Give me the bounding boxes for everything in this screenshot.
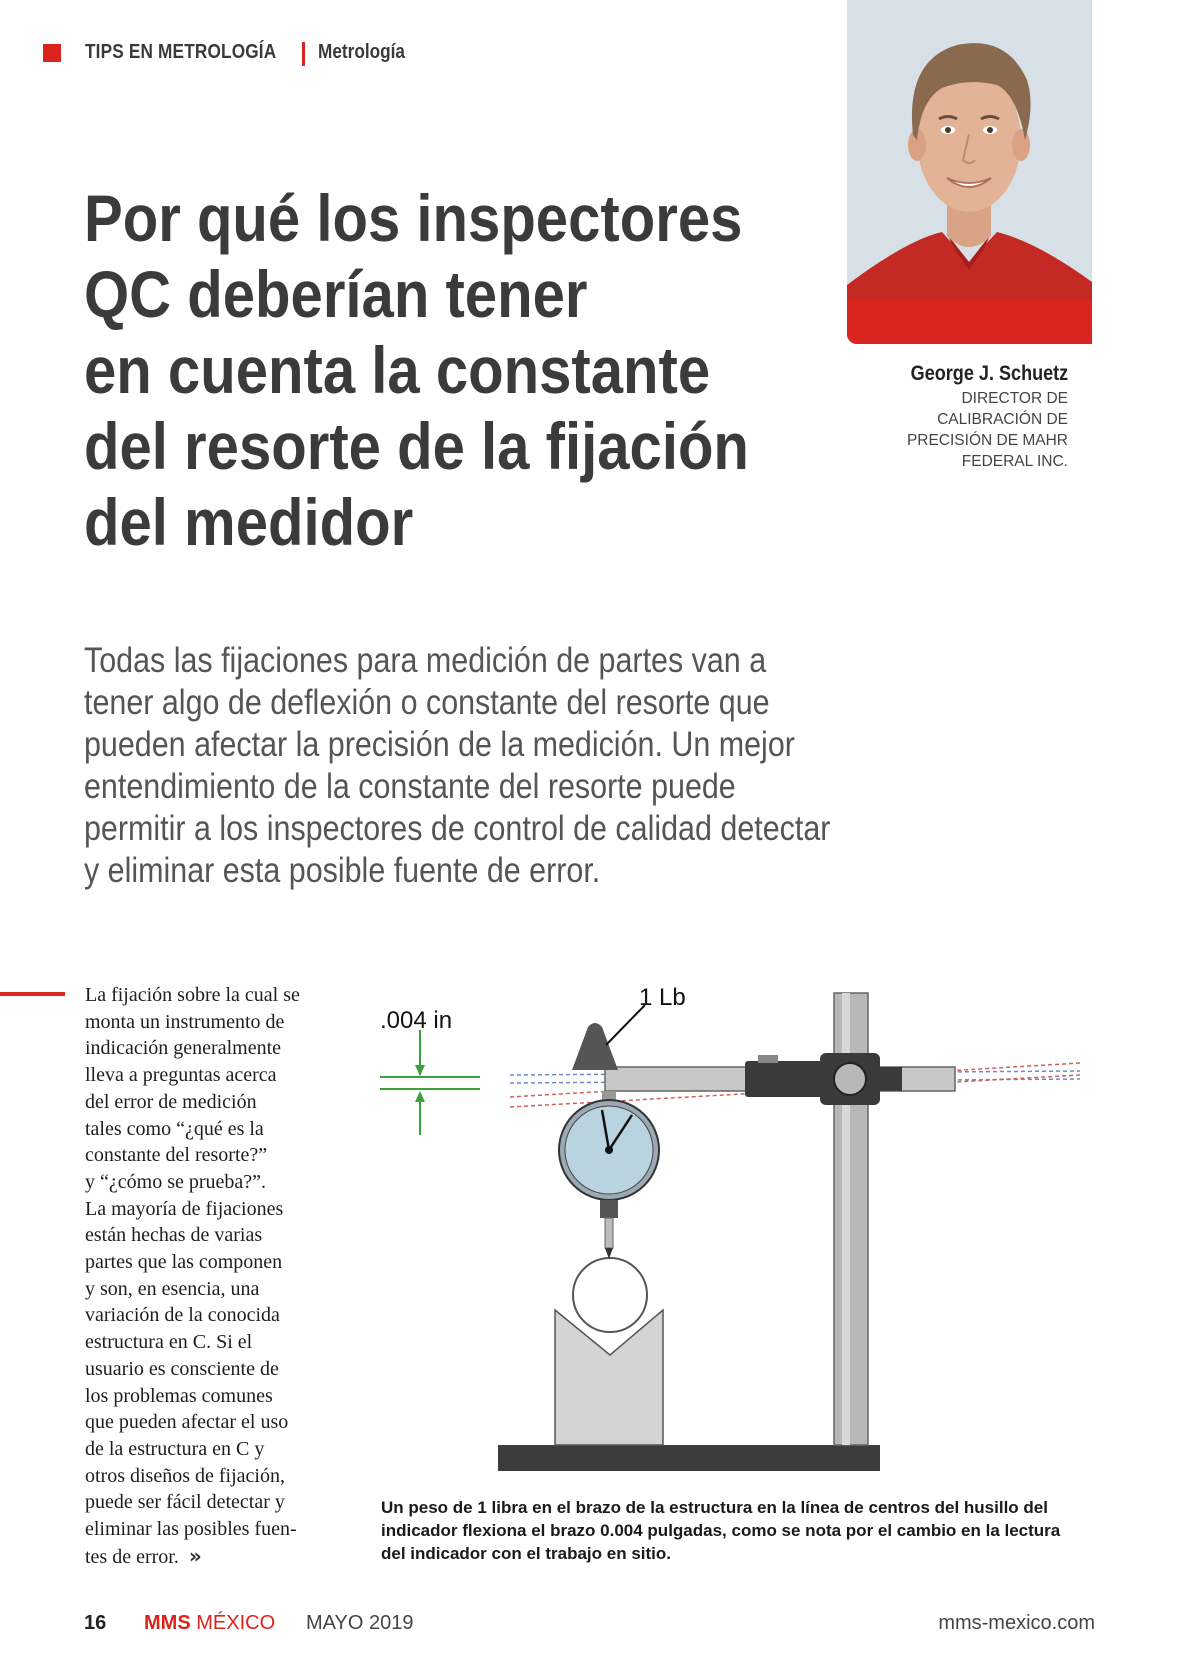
body-line: monta un instrumento de [85,1010,285,1033]
weight-cone [572,1023,618,1070]
body-line: están hechas de varias [85,1224,263,1247]
workpiece-cylinder [573,1258,647,1332]
body-line: variación de la conocida [85,1304,280,1327]
author-portrait [847,0,1092,344]
deflection-label: .004 in [380,1007,453,1034]
body-line: usuario es consciente de [85,1357,279,1380]
lead-line: y eliminar esta posible fuente de error. [84,851,601,890]
body-line: partes que las componen [85,1251,283,1274]
column-red-rule [0,992,65,996]
lead-line: permitir a los inspectores de control de calidad detectar [84,809,831,848]
body-line: estructura en C. Si el [85,1331,253,1354]
weight-leader-line [606,1005,645,1045]
indicator-stand-figure [380,975,1100,1475]
dimension-arrows [380,1030,480,1135]
figure-caption [381,1496,1111,1565]
page-number: 16 [84,1612,107,1634]
caption-line: indicador flexiona el brazo 0.004 pulgadas, como se nota por el cambio en la lectura [381,1521,1061,1540]
title-line: QC deberían tener [84,257,588,331]
weight-label: 1 Lb [639,984,686,1011]
stand-base [498,1445,880,1471]
subsection-label: Metrología [318,41,405,63]
body-line-text: tes de error. [85,1545,179,1568]
body-line: y “¿cómo se prueba?”. [85,1170,267,1193]
continue-chevron-icon: » [188,1543,202,1568]
lead-line: Todas las fijaciones para medición de partes van a [84,641,767,680]
author-role [848,388,1068,472]
article-title [84,180,753,560]
lead-line: entendimiento de la constante del resorte puede [84,767,736,806]
magazine-name-bold: MMS [144,1612,191,1634]
body-text [85,982,355,1570]
section-divider [302,42,305,66]
author-role-line: PRECISIÓN DE MAHR [906,432,1068,449]
author-photo [847,0,1092,344]
magazine-name-rest: MÉXICO [196,1612,276,1634]
body-line: constante del resorte?” [85,1144,268,1167]
title-line: en cuenta la constante [84,333,711,407]
caption-line: del indicador con el trabajo en sitio. [381,1544,671,1563]
body-line: del error de medición [85,1090,257,1113]
author-role-line: DIRECTOR DE [961,390,1068,407]
body-line: los problemas comunes [85,1384,273,1407]
section-label: TIPS EN METROLOGÍA [85,41,277,63]
body-line: indicación generalmente [85,1037,282,1060]
indicator-diagram [380,975,1100,1475]
body-line: eliminar las posibles fuen- [85,1518,297,1541]
magazine-name [144,1612,275,1635]
title-line: Por qué los inspectores [84,181,743,255]
body-line: que pueden afectar el uso [85,1411,289,1434]
website-link[interactable]: mms-mexico.com [938,1612,1095,1634]
clamp-screw [758,1055,778,1063]
body-line: puede ser fácil detectar y [85,1491,285,1514]
lead-line: tener algo de deflexión o constante del resorte que [84,683,770,722]
body-line: de la estructura en C y [85,1437,265,1460]
author-name: George J. Schuetz [910,362,1068,385]
author-role-line: FEDERAL INC. [961,453,1068,470]
issue-date: MAYO 2019 [306,1612,414,1634]
body-line: y son, en esencia, una [85,1277,260,1300]
section-marker [43,44,61,62]
body-line: lleva a preguntas acerca [85,1064,277,1087]
body-line [85,1543,355,1571]
title-line: del medidor [84,485,414,559]
indicator-spindle [605,1218,613,1248]
body-line: tales como “¿qué es la [85,1117,264,1140]
caption-line: Un peso de 1 libra en el brazo de la estructura en la línea de centros del husillo del [381,1498,1048,1517]
lead-paragraph [84,640,867,892]
title-line: del resorte de la fijación [84,409,749,483]
indicator-spindle-housing [600,1200,618,1218]
dimension-arrow-down [415,1065,425,1076]
author-role-line: CALIBRACIÓN DE [937,411,1068,428]
arm-clamp-left [745,1061,825,1097]
photo-accent-band [847,300,1092,344]
clamp-knob [834,1063,866,1095]
body-line: La fijación sobre la cual se [85,984,300,1006]
body-line: La mayoría de fijaciones [85,1197,284,1220]
clamp-body-right [880,1067,902,1091]
dimension-arrow-up [415,1091,425,1102]
lead-line: pueden afectar la precisión de la medición. Un mejor [84,725,795,764]
body-line: otros diseños de fijación, [85,1464,285,1487]
dial-pivot [605,1146,613,1154]
